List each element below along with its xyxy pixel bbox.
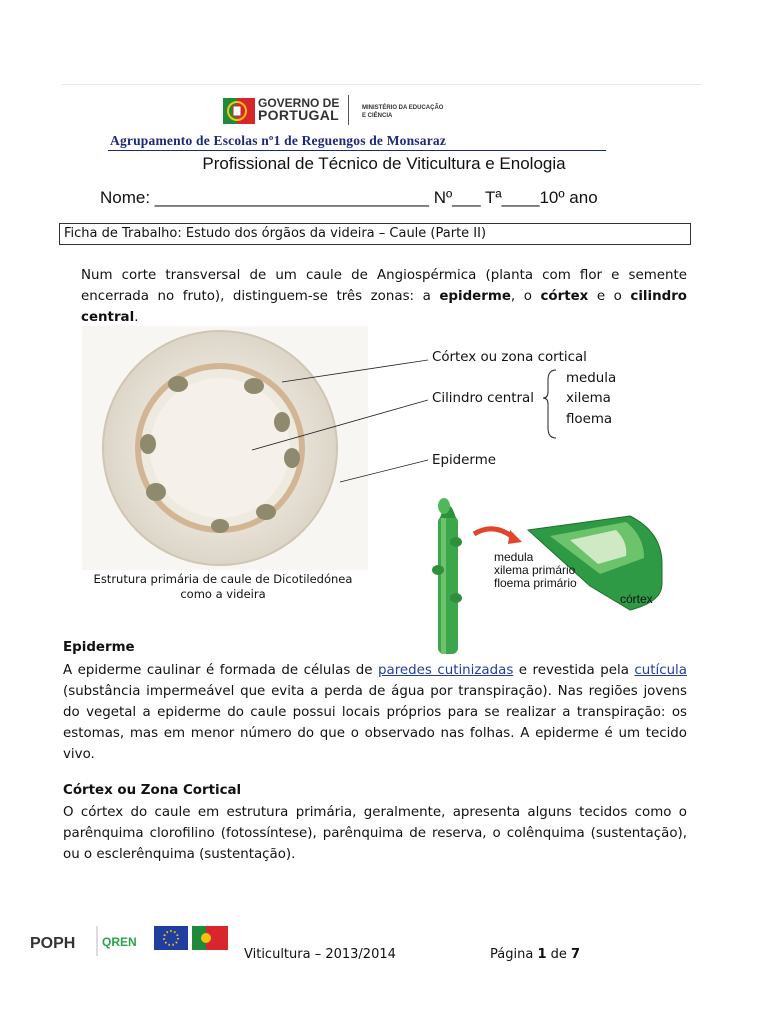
worksheet-title-box: [59, 223, 691, 245]
section-title-epiderme: Epiderme: [63, 640, 135, 655]
page-current: 1: [537, 947, 547, 962]
stem-cross-section-image: [82, 326, 368, 570]
intro-epiderme: epiderme: [439, 289, 511, 304]
footer-logos: [28, 922, 238, 962]
footer-center-text: Viticultura – 2013/2014: [244, 947, 396, 962]
ministry-line2: E CIÊNCIA: [362, 113, 393, 119]
label-cortex: Córtex ou zona cortical: [432, 350, 587, 365]
intro-cilindro: cilindro central: [81, 289, 688, 325]
gov-line1: GOVERNO DE: [258, 96, 340, 110]
worksheet-title: Ficha de Trabalho: Estudo dos órgãos da videira – Caule (Parte II): [64, 226, 487, 241]
portugal-shield-icon: [222, 95, 256, 127]
logo-poph: POPH: [30, 935, 76, 952]
link-paredes-cutinizadas[interactable]: paredes cutinizadas: [378, 663, 514, 678]
cortex-paragraph: O córtex do caule em estrutura primária, geralmente, apresenta alguns tecidos como o parênquima clorofilino (fotossíntese), parênquima de reserva, o colênquima (sustentação), ou o esclerênquima (sustentação).: [63, 805, 687, 862]
intro-sep2: e o: [588, 289, 631, 304]
diag2-label-xilema: xilema primário: [494, 563, 576, 577]
header-rule: [62, 84, 702, 85]
gov-line2: PORTUGAL: [258, 107, 339, 123]
intro-text: Num corte transversal de um caule de Angiospérmica (planta com flor e semente encerrada no fruto), distinguem-se três zonas: a: [81, 268, 687, 304]
student-name-line: Nome: _____________________________ Nº___ Tª____10º ano: [100, 188, 598, 207]
intro-sep1: , o: [510, 289, 541, 304]
epiderme-text1: A epiderme caulinar é formada de células de: [63, 663, 378, 678]
logo-qren: QREN: [102, 935, 137, 949]
page-of: de: [546, 947, 571, 962]
government-logo-text: [258, 97, 339, 121]
diag2-label-floema: floema primário: [494, 576, 577, 590]
intro-end: .: [134, 310, 139, 325]
funding-logos-icon: [28, 922, 238, 962]
epiderme-paragraph: [63, 660, 687, 765]
label-floema: floema: [566, 412, 613, 427]
school-name: Agrupamento de Escolas nº1 de Reguengos de Monsaraz: [110, 133, 447, 148]
footer-page-number: [490, 947, 580, 962]
intro-cortex: córtex: [540, 289, 589, 304]
logo-divider: [348, 95, 349, 125]
diag2-label-medula: medula: [494, 550, 534, 564]
caption-line2: como a videira: [180, 587, 266, 601]
epiderme-text3: (substância impermeável que evita a perda de água por transpiração). Nas regiões jovens do vegetal a epiderme do caule possui locais próprios para se realizar a transpiração: os estomas, mas em menor número do que o observado nas folhas. A epiderme é um tecido vivo.: [63, 684, 687, 762]
intro-paragraph: [81, 265, 687, 328]
page-total: 7: [571, 947, 581, 962]
link-cuticula[interactable]: cutícula: [634, 663, 687, 678]
epiderme-text2: e revestida pela: [513, 663, 635, 678]
label-cilindro: Cilindro central: [432, 391, 534, 406]
label-xilema: xilema: [566, 391, 611, 406]
section-title-cortex: Córtex ou Zona Cortical: [63, 783, 242, 798]
label-epiderme: Epiderme: [432, 453, 496, 468]
ministry-line1: MINISTÉRIO DA EDUCAÇÃO: [362, 105, 444, 111]
school-underline: [108, 150, 606, 151]
figure-caption: [80, 572, 366, 602]
page-prefix: Página: [490, 947, 538, 962]
ministry-text: [362, 104, 443, 120]
course-title: Profissional de Técnico de Viticultura e Enologia: [202, 154, 566, 173]
label-medula: medula: [566, 371, 617, 386]
diag2-label-cortex: córtex: [620, 592, 653, 606]
caption-line1: Estrutura primária de caule de Dicotiledónea: [93, 572, 353, 586]
